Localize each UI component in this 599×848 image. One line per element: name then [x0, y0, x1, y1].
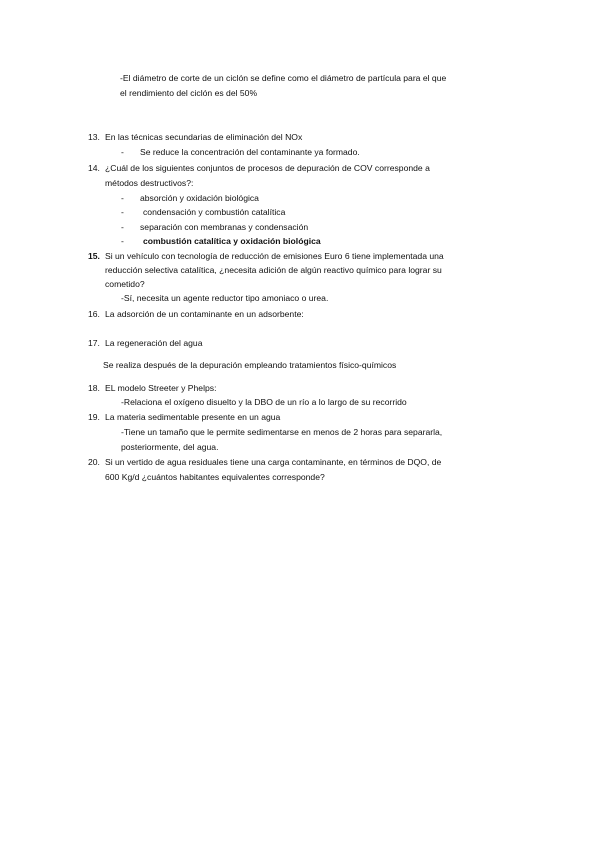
- question-14-text-line-2: métodos destructivos?:: [105, 178, 194, 188]
- question-20-text-line-2: 600 Kg/d ¿cuántos habitantes equivalentes corresponde?: [105, 472, 325, 482]
- question-16-number: 16.: [88, 309, 100, 319]
- question-13-answer-bullet: -: [121, 147, 124, 157]
- question-15-text-line-2: reducción selectiva catalítica, ¿necesita adición de algún reactivo químico para lograr su: [105, 265, 442, 275]
- question-13-answer: Se reduce la concentración del contaminante ya formado.: [140, 147, 360, 157]
- option-3-bullet: -: [121, 222, 124, 232]
- question-19-answer-line-1: -Tiene un tamaño que le permite sedimentarse en menos de 2 horas para separarla,: [121, 427, 443, 437]
- question-14-text-line-1: ¿Cuál de los siguientes conjuntos de procesos de depuración de COV corresponde a: [105, 163, 430, 173]
- question-17-text: La regeneración del agua: [105, 338, 203, 348]
- question-13-number: 13.: [88, 132, 100, 142]
- option-4-bullet: -: [121, 236, 124, 246]
- option-1-bullet: -: [121, 193, 124, 203]
- question-15-text-line-3: cometido?: [105, 279, 145, 289]
- option-1-text: absorción y oxidación biológica: [140, 193, 259, 203]
- question-15-answer: -Sí, necesita un agente reductor tipo amoniaco o urea.: [121, 293, 329, 303]
- intro-line-2: el rendimiento del ciclón es del 50%: [120, 88, 258, 98]
- question-14-number: 14.: [88, 163, 100, 173]
- option-3-text: separación con membranas y condensación: [140, 222, 309, 232]
- question-20-text-line-1: Si un vertido de agua residuales tiene una carga contaminante, en términos de DQO, de: [105, 457, 442, 467]
- question-19-number: 19.: [88, 412, 100, 422]
- question-17-answer: Se realiza después de la depuración empleando tratamientos físico-químicos: [103, 360, 397, 370]
- question-19-text: La materia sedimentable presente en un agua: [105, 412, 281, 422]
- question-18-answer: -Relaciona el oxígeno disuelto y la DBO de un río a lo largo de su recorrido: [121, 397, 407, 407]
- question-15-number: 15.: [88, 251, 100, 261]
- question-13-text: En las técnicas secundarias de eliminación del NOx: [105, 132, 303, 142]
- question-17-number: 17.: [88, 338, 100, 348]
- option-2-bullet: -: [121, 207, 124, 217]
- intro-line-1: -El diámetro de corte de un ciclón se define como el diámetro de partícula para el que: [120, 73, 447, 83]
- question-20-number: 20.: [88, 457, 100, 467]
- question-18-text: EL modelo Streeter y Phelps:: [105, 383, 217, 393]
- question-15-text-line-1: Si un vehículo con tecnología de reducción de emisiones Euro 6 tiene implementada una: [105, 251, 444, 261]
- question-16-text: La adsorción de un contaminante en un adsorbente:: [105, 309, 304, 319]
- option-2-text: condensación y combustión catalítica: [143, 207, 286, 217]
- option-4-text-correct: combustión catalítica y oxidación biológica: [143, 236, 321, 246]
- question-19-answer-line-2: posteriormente, del agua.: [121, 442, 219, 452]
- question-18-number: 18.: [88, 383, 100, 393]
